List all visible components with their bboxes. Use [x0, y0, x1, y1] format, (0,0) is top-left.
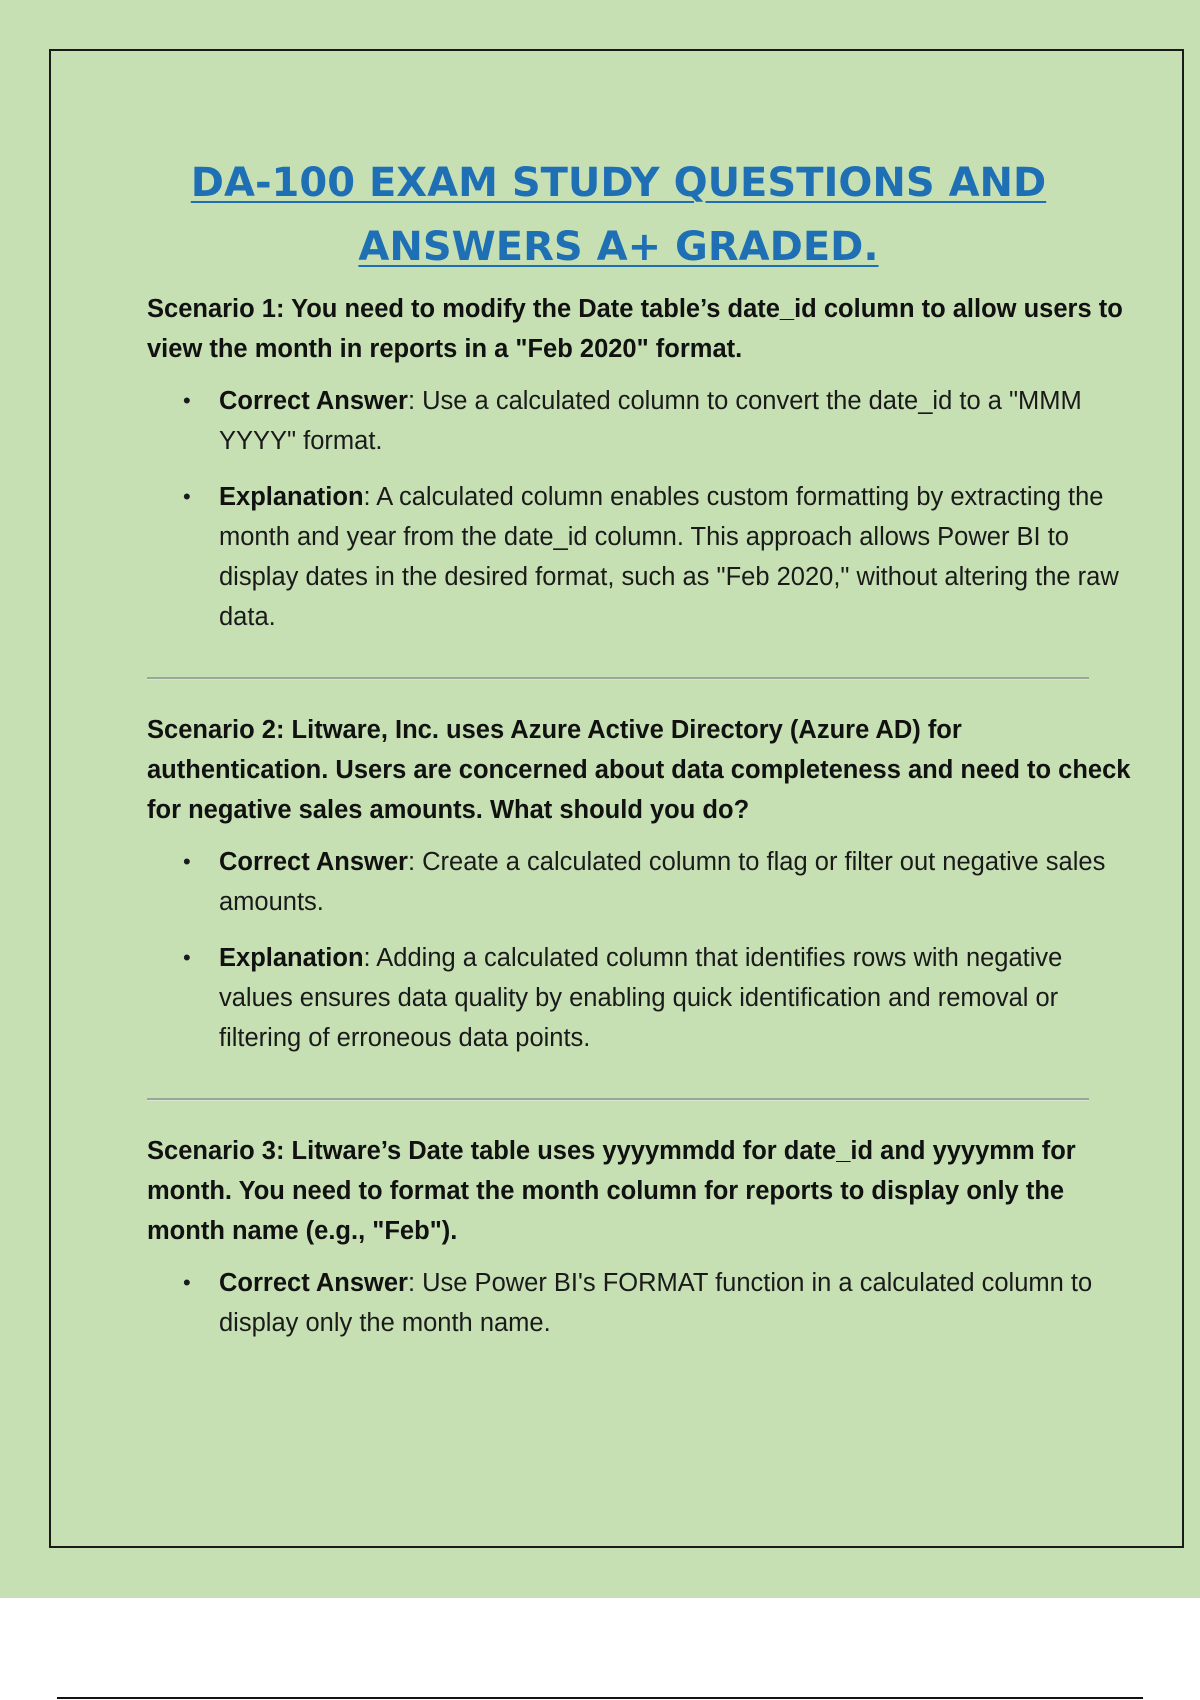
document-frame [49, 49, 1184, 1548]
item-label: Correct Answer [219, 848, 408, 876]
page-title [51, 151, 1186, 279]
item-text: : Use Power BI's FORMAT function in a calculated column to display only the month name. [219, 1269, 1093, 1337]
divider [147, 677, 1089, 680]
title-line-1: DA-100 EXAM STUDY QUESTIONS AND [190, 160, 1047, 206]
item-text: : Create a calculated column to flag or filter out negative sales amounts. [219, 848, 1106, 916]
list-item [147, 1263, 1137, 1343]
bullet-icon: • [183, 945, 191, 970]
item-label: Explanation [219, 944, 364, 972]
divider [147, 1098, 1089, 1101]
list-item [147, 381, 1137, 461]
item-text: : Use a calculated column to convert the date_id to a "MMM YYYY" format. [219, 387, 1082, 455]
item-label: Correct Answer [219, 387, 408, 415]
list-item [147, 938, 1137, 1058]
scenario-3 [147, 1131, 1137, 1343]
footer-rule [57, 1697, 1143, 1699]
title-line-2: ANSWERS A+ GRADED. [358, 224, 879, 270]
list-item [147, 477, 1137, 637]
scenario-question: Scenario 3: Litware’s Date table uses yyyymmdd for date_id and yyyymm for month. You need to format the month column for reports to display only the month name (e.g., "Feb"). [147, 1137, 1076, 1245]
item-label: Correct Answer [219, 1269, 408, 1297]
bullet-icon: • [183, 388, 191, 413]
item-label: Explanation [219, 483, 364, 511]
bullet-icon: • [183, 484, 191, 509]
scenario-question: Scenario 2: Litware, Inc. uses Azure Active Directory (Azure AD) for authentication. Users are concerned about data completeness and need to check for negative sales amounts. What should you do? [147, 716, 1131, 824]
scenario-answer-list [147, 1263, 1137, 1343]
bullet-icon: • [183, 849, 191, 874]
scenario-answer-list [147, 381, 1137, 637]
scenario-2 [147, 710, 1137, 1058]
scenario-question: Scenario 1: You need to modify the Date table’s date_id column to allow users to view the month in reports in a "Feb 2020" format. [147, 295, 1123, 363]
item-text: : Adding a calculated column that identifies rows with negative values ensures data quality by enabling quick identification and removal or filtering of erroneous data points. [219, 944, 1063, 1052]
document-content [147, 289, 1137, 1359]
scenario-1 [147, 289, 1137, 637]
list-item [147, 842, 1137, 922]
item-text: : A calculated column enables custom formatting by extracting the month and year from the date_id column. This approach allows Power BI to display dates in the desired format, such as "Feb 2020," without altering the raw data. [219, 483, 1119, 631]
scenario-answer-list [147, 842, 1137, 1058]
bullet-icon: • [183, 1270, 191, 1295]
